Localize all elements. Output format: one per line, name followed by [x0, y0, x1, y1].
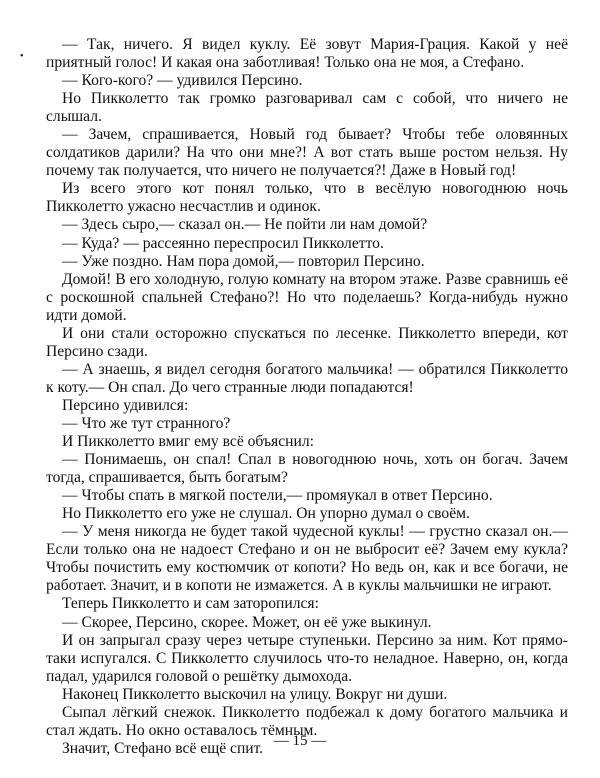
paragraph: — Что же тут странного?	[62, 414, 231, 432]
paragraph: — У меня никогда не будет такой чудесной куклы! — грустно сказал он.— Если только она не надоест Стефано и он не выбросит её? Зачем ему кукла? Чтобы почистить ему костюмчик от копоти? Но ведь он, как и все богачи, не работает. Значит, и в копоти не измажется. А в куклы мальчишки не играют.	[46, 523, 568, 595]
page-number: — 15 —	[273, 733, 327, 749]
paragraph: Наконец Пикколетто выскочил на улицу. Вокруг ни души.	[62, 685, 448, 703]
paragraph: И он запрыгал сразу через четыре ступеньки. Персино за ним. Кот прямо-таки испугался. С Пикколетто случилось что-то неладное. Наверно, он, когда падал, ударился головой о решётку дымохода.	[46, 631, 568, 685]
paragraph: — А знаешь, я видел сегодня богатого мальчика! — обратился Пикколетто к коту.— Он спал. До чего странные люди попадаются!	[46, 360, 568, 396]
paragraph: Теперь Пикколетто и сам заторопился:	[62, 595, 319, 613]
paragraph: — Кого-кого? — удивился Персино.	[62, 72, 303, 90]
paragraph: Домой! В его холодную, голую комнату на втором этаже. Разве сравнишь её с роскошной спальней Стефано?! Но что поделаешь? Когда-нибудь нужно идти домой.	[46, 270, 568, 324]
paragraph: Значит, Стефано всё ещё спит.	[62, 739, 264, 757]
paragraph: — Здесь сыро,— сказал он.— Не пойти ли нам домой?	[62, 216, 428, 234]
paragraph: Но Пикколетто его уже не слушал. Он упорно думал о своём.	[62, 505, 470, 523]
paragraph: Но Пикколетто так громко разговаривал сам с собой, что ничего не слышал.	[46, 90, 568, 126]
paragraph: — Чтобы спать в мягкой постели,— промяукал в ответ Персино.	[62, 487, 493, 505]
body-text	[46, 36, 568, 758]
paragraph: И Пикколетто вмиг ему всё объяснил:	[62, 433, 314, 451]
paragraph: — Скорее, Персино, скорее. Может, он её уже выкинул.	[62, 613, 432, 631]
paragraph: — Зачем, спрашивается, Новый год бывает? Чтобы тебе оловянных солдатиков дарили? На что они мне?! А вот стать выше ростом нельзя. Ну почему так получается, что ничего не получается?! Даже в Новый год!	[46, 126, 568, 180]
paragraph: Персино удивился:	[62, 396, 189, 414]
paragraph: Сыпал лёгкий снежок. Пикколетто подбежал к дому богатого мальчика и стал ждать. Но окно оставалось тёмным.	[46, 703, 568, 739]
paragraph: — Уже поздно. Нам пора домой,— повторил Персино.	[62, 252, 425, 270]
paragraph: Из всего этого кот понял только, что в весёлую новогоднюю ночь Пикколетто ужасно несчастлив и одинок.	[46, 180, 568, 216]
paragraph: И они стали осторожно спускаться по лесенке. Пикколетто впереди, кот Персино сзади.	[46, 324, 568, 360]
margin-mark: •	[20, 51, 24, 62]
paragraph: — Понимаешь, он спал! Спал в новогоднюю ночь, хоть он богач. Зачем тогда, спрашивается, быть богатым?	[46, 451, 568, 487]
paragraph: — Куда? — рассеянно переспросил Пикколетто.	[62, 234, 384, 252]
paragraph: — Так, ничего. Я видел куклу. Её зовут Мария-Грация. Какой у неё приятный голос! И какая она заботливая! Только она не моя, а Стефано.	[46, 36, 568, 72]
